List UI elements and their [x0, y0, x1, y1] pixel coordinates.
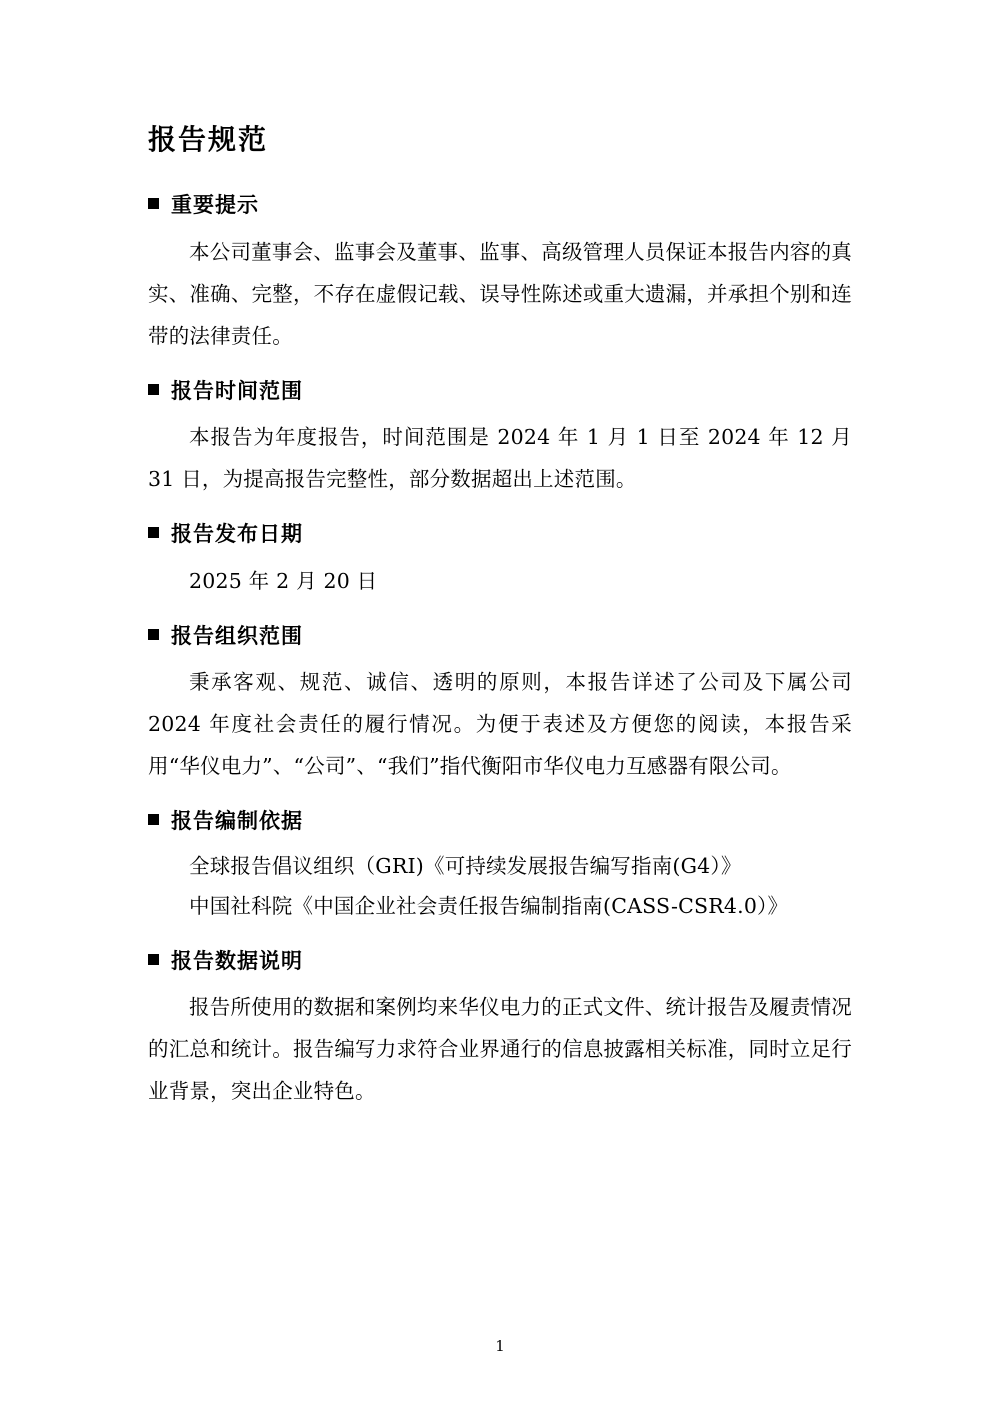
section-heading: [148, 805, 852, 837]
section-heading-label: 报告发布日期: [171, 521, 303, 547]
section-paragraph: 报告所使用的数据和案例均来华仪电力的正式文件、统计报告及履责情况的汇总和统计。报告编写力求符合业界通行的信息披露相关标准，同时立足行业背景，突出企业特色。: [148, 995, 852, 1104]
square-bullet-icon: [148, 814, 159, 825]
square-bullet-icon: [148, 384, 159, 395]
section-release-date: [148, 518, 852, 602]
section-paragraph: 中国社科院《中国企业社会责任报告编制指南(CASS-CSR4.0）》: [189, 893, 789, 918]
square-bullet-icon: [148, 954, 159, 965]
section-heading-label: 重要提示: [171, 192, 259, 218]
section-heading: [148, 945, 852, 977]
section-report-period: [148, 375, 852, 501]
section-paragraph: 本公司董事会、监事会及董事、监事、高级管理人员保证本报告内容的真实、准确、完整，不存在虚假记载、误导性陈述或重大遗漏，并承担个别和连带的法律责任。: [148, 239, 852, 348]
section-heading: [148, 375, 852, 407]
square-bullet-icon: [148, 527, 159, 538]
section-heading: [148, 620, 852, 652]
section-important-notice: [148, 189, 852, 357]
section-paragraph: 2025 年 2 月 20 日: [189, 568, 378, 593]
section-paragraph: 全球报告倡议组织（GRI)《可持续发展报告编写指南(G4）》: [189, 853, 742, 878]
section-paragraph: 秉承客观、规范、诚信、透明的原则，本报告详述了公司及下属公司 2024 年度社会责任的履行情况。为便于表述及方便您的阅读，本报告采用“华仪电力”、“公司”、“我们”指代衡阳市华仪电力互感器有限公司。: [148, 670, 852, 779]
square-bullet-icon: [148, 198, 159, 209]
section-compilation-basis: [148, 805, 852, 926]
section-paragraph: 本报告为年度报告，时间范围是 2024 年 1 月 1 日至 2024 年 12 月 31 日，为提高报告完整性，部分数据超出上述范围。: [148, 425, 852, 492]
section-data-notes: [148, 945, 852, 1113]
section-heading: [148, 518, 852, 550]
section-organization-scope: [148, 620, 852, 788]
page-title: 报告规范: [148, 123, 269, 156]
section-heading-label: 报告组织范围: [171, 622, 303, 648]
section-heading-label: 报告数据说明: [171, 947, 303, 973]
square-bullet-icon: [148, 629, 159, 640]
section-heading-label: 报告时间范围: [171, 377, 303, 403]
section-heading: [148, 189, 852, 221]
section-heading-label: 报告编制依据: [171, 808, 303, 834]
page-number: 1: [495, 1337, 505, 1355]
